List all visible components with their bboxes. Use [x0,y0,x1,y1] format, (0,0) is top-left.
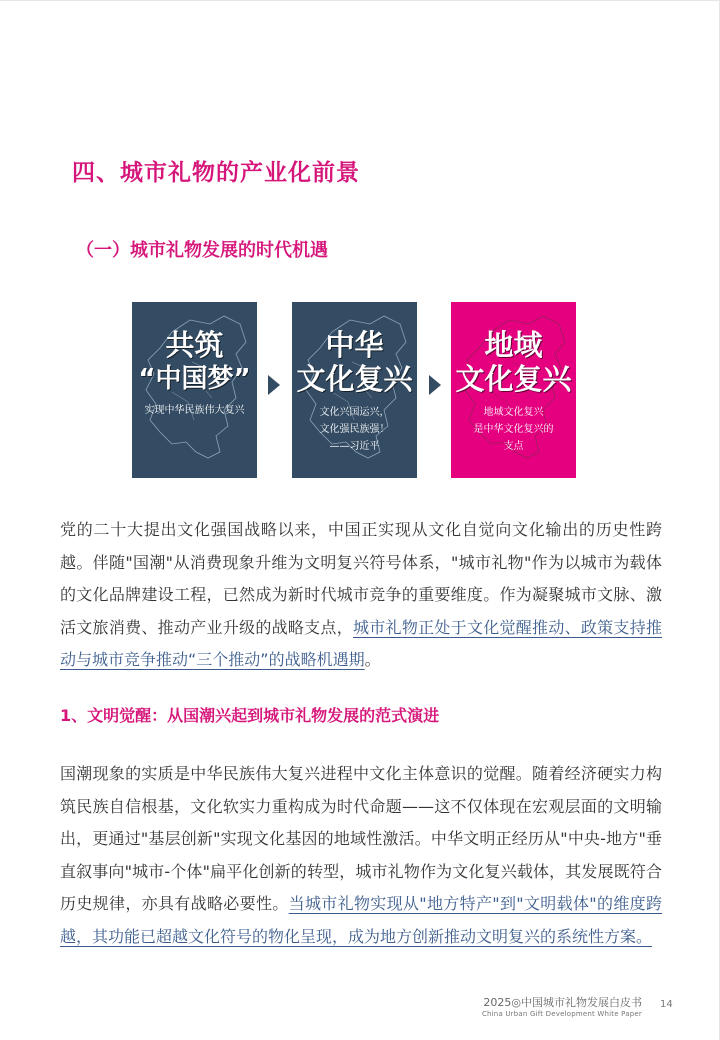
banner-panel-regional-culture-revival [451,302,576,478]
paragraph-guochao [60,758,662,953]
paragraph-guochao-text: 国潮现象的实质是中华民族伟大复兴进程中文化主体意识的觉醒。随着经济硬实力构筑民族自信根基，文化软实力重构成为时代命题——这不仅体现在宏观层面的文明输出，更通过"基层创新"实现文化基因的地域性激活。中华文明正经历从"中央-地方"垂直叙事向"城市-个体"扁平化创新的转型，城市礼物作为文化复兴载体，其发展既符合历史规律，亦具有战略必要性。 [60,764,662,913]
panel-2-caption-line3: ——习近平 [329,441,380,452]
page-number: 14 [660,999,673,1010]
banner-image [132,302,578,480]
subheading-civilization-awakening: 1、文明觉醒：从国潮兴起到城市礼物发展的范式演进 [60,706,440,725]
paragraph-intro-text: 党的二十大提出文化强国战略以来，中国正实现从文化自觉向文化输出的历史性跨越。伴随"国潮"从消费现象升维为文明复兴符号体系，"城市礼物"作为以城市为载体的文化品牌建设工程，已然成为新时代城市竞争的重要维度。作为凝聚城市文脉、激活文旅消费、推动产业升级的战略支点， [60,520,662,637]
panel-1-title-line1: 共筑 [165,328,224,362]
panel-3-title-line2: 文化复兴 [455,362,572,396]
panel-3-caption-line2: 是中华文化复兴的 [473,424,554,435]
paragraph-intro [60,514,662,677]
arrow-right-icon [428,373,442,397]
paragraph-intro-ending: 。 [364,650,381,669]
footer-book-subtitle: China Urban Gift Development White Paper [481,1010,642,1018]
arrow-right-icon [267,373,281,397]
subsection-title: （一）城市礼物发展的时代机遇 [76,240,328,261]
panel-2-caption-line2: 文化强民族强！ [319,424,390,435]
banner-panel-chinese-culture-revival [292,302,417,478]
panel-2-caption-line1: 文化兴国运兴， [319,407,390,418]
footer-book-title: 2025◎中国城市礼物发展白皮书 [483,996,642,1009]
panel-1-title-line2: “中国梦” [138,364,251,394]
banner-panel-china-dream [132,302,257,478]
page-top-border [0,0,720,1]
paragraph-guochao-highlight: 当城市礼物实现从"地方特产"到"文明载体"的维度跨越，其功能已超越文化符号的物化呈现，成为地方创新推动文明复兴的系统性方案。 [60,894,662,946]
section-title: 四、城市礼物的产业化前景 [72,160,360,186]
panel-1-caption-line1: 实现中华民族伟大复兴 [144,405,245,416]
panel-2-title-line1: 中华 [325,328,384,362]
panel-3-title-line1: 地域 [484,328,543,362]
panel-3-caption-line1: 地域文化复兴 [483,407,544,418]
panel-3-caption-line3: 支点 [503,441,524,452]
panel-2-title-line2: 文化复兴 [296,362,413,396]
paragraph-intro-highlight: 城市礼物正处于文化觉醒推动、政策支持推动与城市竞争推动“三个推动”的战略机遇期 [60,617,662,669]
